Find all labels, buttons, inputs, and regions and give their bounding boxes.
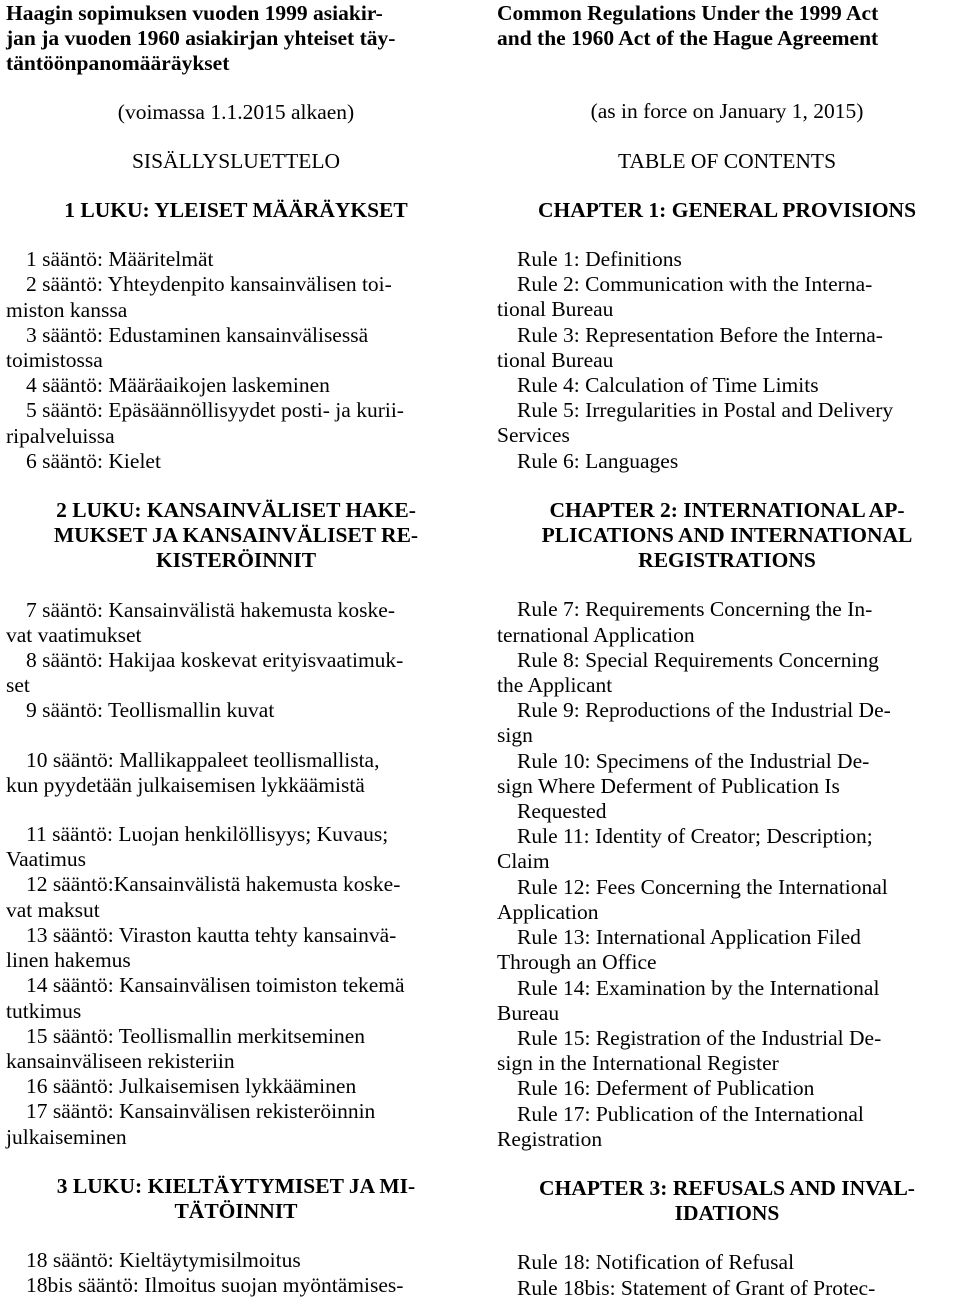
toc-entry: 3 sääntö: Edustaminen kansainvälisessä (26, 322, 369, 347)
en-title-line: Common Regulations Under the 1999 Act (497, 1, 879, 25)
toc-entry-cont: ripalveluissa (6, 423, 115, 448)
toc-entry: 6 sääntö: Kielet (26, 448, 161, 473)
toc-entry: 18bis sääntö: Ilmoitus suojan myöntämises- (26, 1273, 404, 1298)
en-title-line: and the 1960 Act of the Hague Agreement (497, 26, 879, 51)
fi-chapter-3-heading (6, 1174, 466, 1224)
toc-entry: 9 sääntö: Teollismallin kuvat (26, 698, 275, 723)
toc-entry-cont: linen hakemus (6, 948, 131, 973)
fi-chapter-2-line: MUKSET JA KANSAINVÄLISET RE- (53, 523, 419, 548)
toc-entry: Rule 18bis: Statement of Grant of Protec- (517, 1275, 876, 1300)
fi-title (6, 1, 466, 77)
en-toc-heading: TABLE OF CONTENTS (617, 148, 837, 173)
toc-entry-cont: kun pyydetään julkaisemisen lykkäämistä (6, 772, 365, 797)
toc-entry: 4 sääntö: Määräaikojen laskeminen (26, 373, 330, 398)
fi-title-line: täntöönpanomääräykset (6, 51, 230, 76)
toc-entry-cont: Claim (497, 849, 550, 874)
toc-entry-cont: toimistossa (6, 348, 103, 373)
toc-entry-cont: Bureau (497, 1000, 560, 1025)
toc-entry: 1 sääntö: Määritelmät (26, 247, 214, 272)
fi-chapter-3-line: TÄTÖINNIT (174, 1198, 298, 1223)
toc-entry: 17 sääntö: Kansainvälisen rekisteröinnin (26, 1099, 376, 1124)
toc-entry-cont: ternational Application (497, 622, 695, 647)
toc-entry-cont: vat vaatimukset (6, 622, 142, 647)
toc-entry: Rule 17: Publication of the International (517, 1101, 864, 1126)
toc-entry-cont: vat maksut (6, 897, 100, 922)
toc-entry: Rule 16: Deferment of Publication (517, 1076, 815, 1101)
en-title (497, 1, 957, 51)
toc-entry: 13 sääntö: Viraston kautta tehty kansainvä- (26, 922, 397, 947)
toc-entry: 16 sääntö: Julkaisemisen lykkääminen (26, 1074, 357, 1099)
toc-entry: Rule 1: Definitions (517, 247, 682, 272)
toc-entry: Rule 6: Languages (517, 448, 679, 473)
toc-entry: Rule 14: Examination by the International (517, 975, 880, 1000)
toc-entry-cont: Application (497, 899, 599, 924)
toc-entry: Rule 7: Requirements Concerning the In- (517, 597, 873, 622)
en-chapter-2-line: CHAPTER 2: INTERNATIONAL AP- (549, 497, 905, 522)
toc-entry-cont: Vaatimus (6, 847, 87, 872)
fi-chapter-2-line: KISTERÖINNIT (155, 548, 317, 573)
toc-entry-cont: tional Bureau (497, 297, 614, 322)
fi-chapter-2-line: 2 LUKU: KANSAINVÄLISET HAKE- (56, 498, 416, 523)
toc-entry: Rule 13: International Application Filed (517, 925, 861, 950)
fi-in-force: (voimassa 1.1.2015 alkaen) (117, 99, 355, 124)
en-chapter-2-heading (497, 498, 957, 574)
toc-entry-cont: Requested (517, 799, 607, 824)
toc-entry-cont: Registration (497, 1126, 603, 1151)
en-chapter-2-list (497, 597, 957, 1151)
toc-entry: 14 sääntö: Kansainvälisen toimiston tekemä (26, 973, 405, 998)
toc-entry: 11 sääntö: Luojan henkilöllisyys; Kuvaus; (26, 822, 389, 847)
toc-entry: 8 sääntö: Hakijaa koskevat erityisvaatimuk- (26, 648, 404, 673)
toc-entry: Rule 3: Representation Before the Interna- (517, 322, 883, 347)
en-chapter-3-heading (497, 1176, 957, 1226)
en-chapter-3-line: IDATIONS (674, 1201, 780, 1226)
fi-chapter-3-list (6, 1248, 466, 1298)
fi-title-line: Haagin sopimuksen vuoden 1999 asiakir- (6, 1, 383, 25)
toc-entry: Rule 12: Fees Concerning the International (517, 874, 888, 899)
en-in-force: (as in force on January 1, 2015) (590, 99, 864, 124)
toc-entry-cont: miston kanssa (6, 297, 128, 322)
toc-entry: Rule 4: Calculation of Time Limits (517, 373, 819, 398)
toc-entry: 10 sääntö: Mallikappaleet teollismallista, (26, 747, 380, 772)
toc-entry-cont: tutkimus (6, 998, 82, 1023)
toc-entry-cont: julkaiseminen (6, 1124, 127, 1149)
toc-entry-cont: set (6, 673, 30, 698)
en-chapter-3-line: CHAPTER 3: REFUSALS AND INVAL- (539, 1175, 915, 1200)
toc-entry: Rule 11: Identity of Creator; Description; (517, 824, 873, 849)
fi-toc-heading: SISÄLLYSLUETTELO (131, 148, 341, 173)
toc-entry: 15 sääntö: Teollismallin merkitseminen (26, 1023, 366, 1048)
toc-entry-cont: the Applicant (497, 673, 613, 698)
toc-entry-cont: Through an Office (497, 950, 657, 975)
toc-entry: Rule 2: Communication with the Interna- (517, 272, 873, 297)
fi-title-line: jan ja vuoden 1960 asiakirjan yhteiset täy- (6, 26, 396, 51)
toc-entry-cont: sign (497, 723, 533, 748)
toc-entry: 7 sääntö: Kansainvälistä hakemusta koske- (26, 597, 395, 622)
english-column (497, 0, 957, 1301)
toc-entry-cont: tional Bureau (497, 347, 614, 372)
en-chapter-1-heading: CHAPTER 1: GENERAL PROVISIONS (537, 197, 917, 222)
toc-entry: Rule 10: Specimens of the Industrial De- (517, 748, 870, 773)
en-chapter-2-line: PLICATIONS AND INTERNATIONAL (541, 523, 913, 548)
fi-chapter-2-heading (6, 498, 466, 574)
fi-chapter-3-line: 3 LUKU: KIELTÄYTYMISET JA MI- (56, 1173, 416, 1198)
fi-chapter-1-list (6, 247, 466, 474)
toc-entry: Rule 18: Notification of Refusal (517, 1250, 795, 1275)
en-chapter-3-list (497, 1250, 957, 1300)
toc-entry-cont: Services (497, 423, 570, 448)
toc-entry: Rule 9: Reproductions of the Industrial De- (517, 698, 891, 723)
toc-entry: Rule 8: Special Requirements Concerning (517, 647, 879, 672)
toc-entry: Rule 15: Registration of the Industrial De- (517, 1025, 882, 1050)
en-chapter-2-line: REGISTRATIONS (638, 548, 816, 573)
fi-chapter-1-heading: 1 LUKU: YLEISET MÄÄRÄYKSET (64, 198, 408, 223)
toc-entry: 18 sääntö: Kieltäytymisilmoitus (26, 1248, 301, 1273)
toc-entry: Rule 5: Irregularities in Postal and Delivery (517, 398, 894, 423)
toc-entry-cont: sign Where Deferment of Publication Is (497, 773, 840, 798)
toc-entry: 12 sääntö:Kansainvälistä hakemusta koske- (26, 872, 401, 897)
toc-entry-cont: sign in the International Register (497, 1051, 779, 1076)
fi-chapter-2-list (6, 598, 466, 1150)
toc-entry: 5 sääntö: Epäsäännöllisyydet posti- ja kurii- (26, 398, 404, 423)
toc-entry: 2 sääntö: Yhteydenpito kansainvälisen toi- (26, 272, 392, 297)
finnish-column (6, 0, 466, 1299)
toc-entry-cont: kansainväliseen rekisteriin (6, 1048, 235, 1073)
en-chapter-1-list (497, 247, 957, 474)
